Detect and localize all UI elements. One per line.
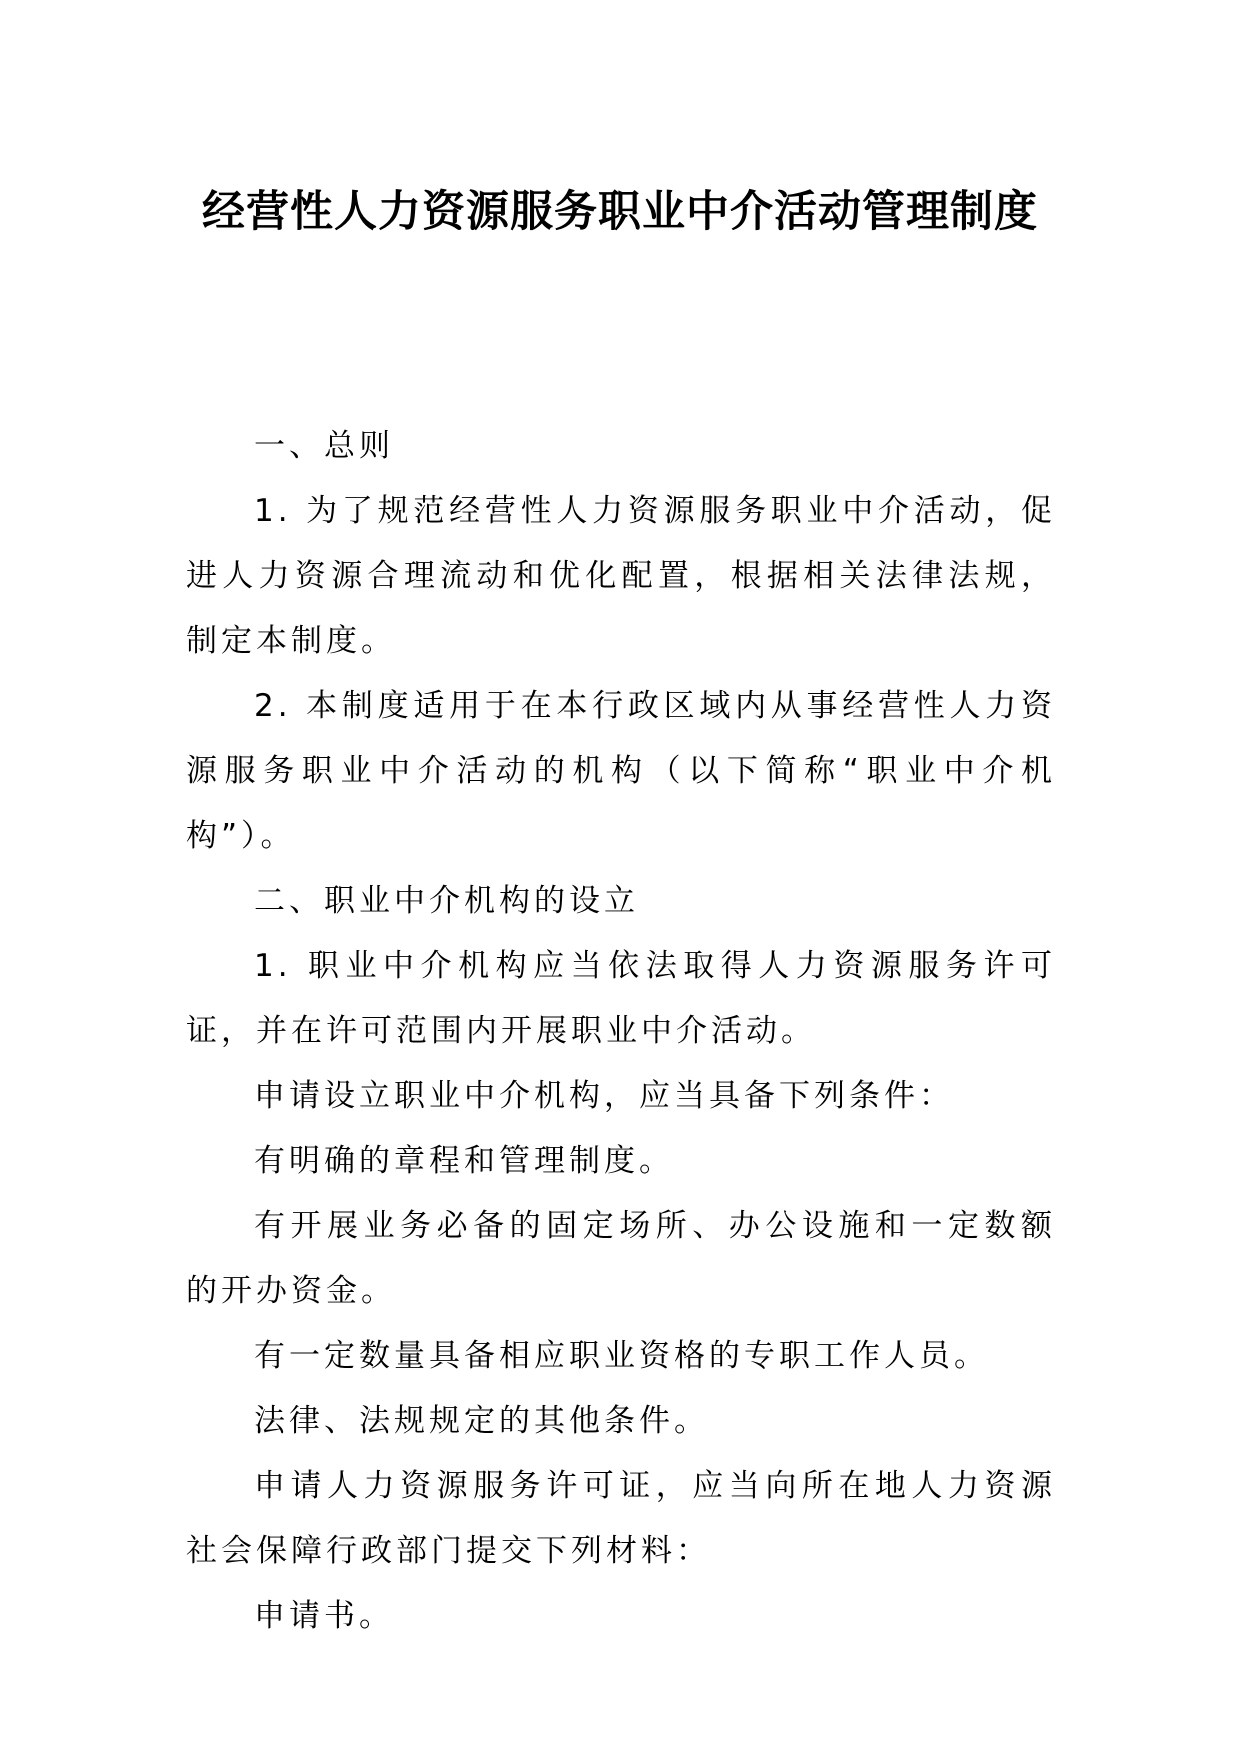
document-body	[186, 414, 1056, 1649]
list-item-condition: 有开展业务必备的固定场所、办公设施和一定数额的开办资金。	[186, 1208, 1056, 1309]
section-heading-general: 一、总则	[254, 428, 394, 464]
list-item-condition: 有明确的章程和管理制度。	[254, 1143, 674, 1179]
list-item-condition: 法律、法规规定的其他条件。	[254, 1403, 709, 1439]
paragraph-scope: 2. 本制度适用于在本行政区域内从事经营性人力资源服务职业中介活动的机构（以下简称“职业中介机构”）。	[186, 688, 1056, 854]
paragraph-purpose: 1. 为了规范经营性人力资源服务职业中介活动，促进人力资源合理流动和优化配置，根据相关法律法规，制定本制度。	[186, 493, 1056, 659]
paragraph-license: 1. 职业中介机构应当依法取得人力资源服务许可证，并在许可范围内开展职业中介活动。	[186, 948, 1056, 1049]
paragraph-materials-intro: 申请人力资源服务许可证，应当向所在地人力资源社会保障行政部门提交下列材料：	[186, 1468, 1056, 1569]
paragraph-conditions-intro: 申请设立职业中介机构，应当具备下列条件：	[254, 1078, 954, 1114]
document-title: 经营性人力资源服务职业中介活动管理制度	[202, 187, 1038, 237]
list-item-condition: 有一定数量具备相应职业资格的专职工作人员。	[254, 1338, 989, 1374]
section-heading-establishment: 二、职业中介机构的设立	[254, 883, 639, 919]
list-item-material: 申请书。	[254, 1598, 394, 1634]
